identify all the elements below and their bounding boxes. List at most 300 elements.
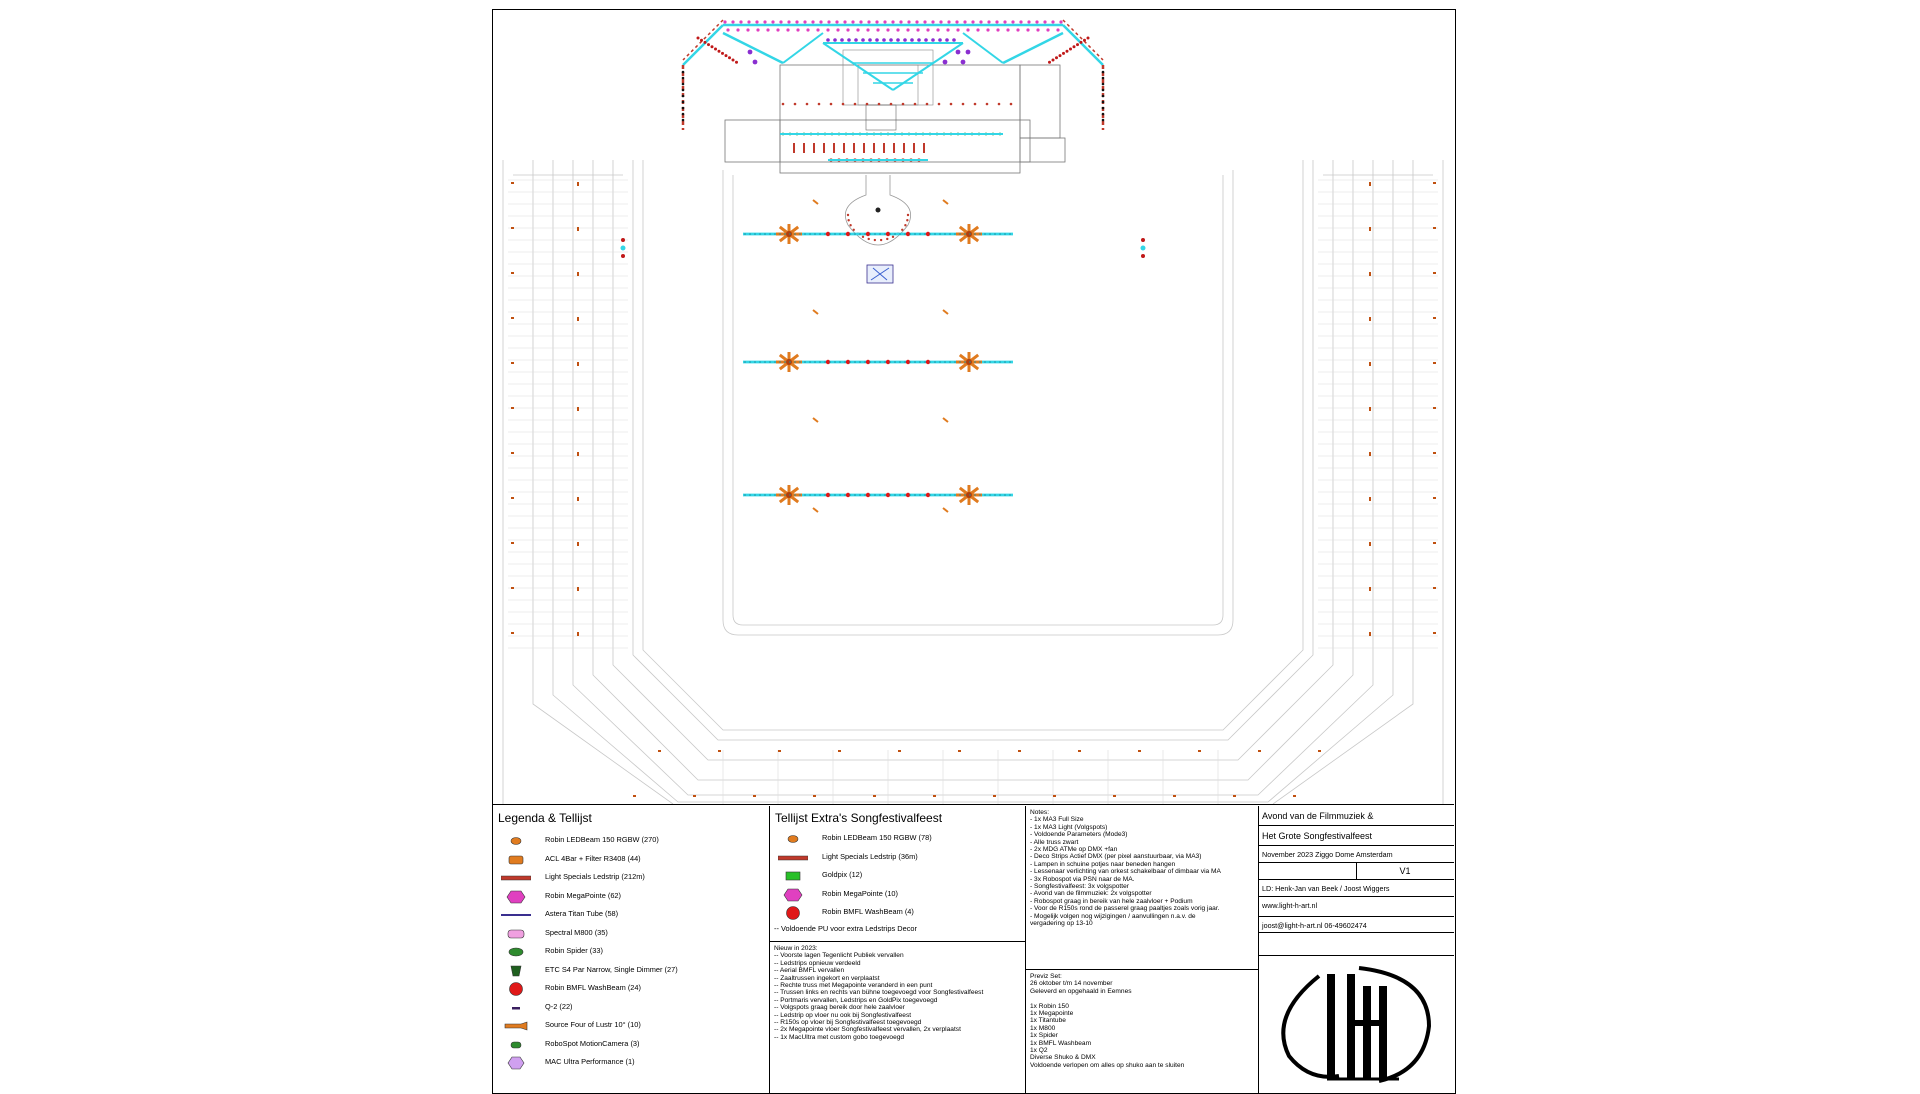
- acl-bar-icon: [501, 853, 531, 867]
- nieuw-line: -- 2x Megapointe vloer Songfestivalfeest vervallen, 2x verplaatst: [774, 1026, 961, 1034]
- titan-marker: [989, 361, 991, 363]
- titan-marker: [794, 494, 796, 496]
- q2-icon: [501, 1001, 531, 1015]
- par-marker: [1369, 182, 1371, 186]
- par-marker: [693, 795, 696, 797]
- ledbeam-accent: [813, 200, 818, 204]
- date-venue: November 2023 Ziggo Dome Amsterdam: [1259, 846, 1454, 863]
- titan-marker: [859, 233, 861, 235]
- megapointe-marker: [859, 20, 862, 23]
- spider-marker: [833, 38, 837, 42]
- titan-marker: [884, 233, 886, 235]
- par-marker: [1433, 227, 1436, 229]
- spider-marker: [826, 38, 830, 42]
- titan-marker: [864, 361, 866, 363]
- megapointe-marker: [1035, 20, 1038, 23]
- contact-text: joost@light-h-art.nl 06-49602474: [1259, 916, 1454, 933]
- megapointe-marker: [907, 20, 910, 23]
- megapointe-marker: [915, 20, 918, 23]
- ledstrip-marker: [682, 113, 685, 116]
- par-marker: [878, 103, 881, 106]
- megapointe-marker: [916, 28, 919, 31]
- titan-marker: [834, 233, 836, 235]
- ledbeam-marker: [823, 143, 825, 153]
- megapointe-marker: [843, 20, 846, 23]
- notes-line: - 2x MDG ATMe op DMX +fan: [1030, 846, 1118, 854]
- megapointe-marker: [995, 20, 998, 23]
- lh-logo: [1259, 956, 1454, 1093]
- previz-line: Geleverd en opgehaald in Eemnes: [1030, 987, 1132, 995]
- legend-label: MAC Ultra Performance (1): [545, 1057, 635, 1066]
- megapointe-marker: [746, 28, 749, 31]
- titan-marker: [924, 494, 926, 496]
- ledbeam-marker: [1059, 54, 1062, 57]
- titan-marker: [934, 233, 936, 235]
- previz-line: 1x BMFL Washbeam: [1030, 1039, 1092, 1047]
- par-marker: [933, 795, 936, 797]
- notes-line: - Voor de R150s rond de passerel graag paaltjes zoals vorig jaar.: [1030, 905, 1220, 913]
- titan-marker: [1009, 494, 1011, 496]
- ledbeam-marker: [1083, 39, 1086, 42]
- legend-label: Q-2 (22): [545, 1001, 573, 1011]
- stage-truss-top: [683, 20, 1103, 130]
- titan-marker: [939, 361, 941, 363]
- mac-ultra-icon: [501, 1056, 531, 1070]
- legend-item: [493, 999, 769, 1017]
- par-marker: [511, 317, 514, 319]
- megapointe-marker: [943, 60, 948, 65]
- par-marker: [1173, 795, 1176, 797]
- megapointe-marker: [1016, 28, 1019, 31]
- par-marker: [511, 542, 514, 544]
- titan-marker: [899, 361, 901, 363]
- par-marker: [511, 407, 514, 409]
- par-marker: [1369, 587, 1371, 591]
- megapointe-marker: [731, 20, 734, 23]
- notes-line: - 1x MA3 Light (Volgspots): [1030, 823, 1108, 831]
- par-marker: [1369, 362, 1371, 366]
- par-marker: [1369, 407, 1371, 411]
- megapointe-marker: [795, 20, 798, 23]
- titan-marker: [764, 361, 766, 363]
- extras-label: Goldpix (12): [822, 870, 863, 879]
- ledbeam-marker: [886, 238, 888, 240]
- titan-marker: [754, 361, 756, 363]
- titan-marker: [864, 233, 866, 235]
- ledstrip-marker: [682, 107, 685, 110]
- par-marker: [577, 407, 579, 411]
- legend-item: [493, 943, 769, 961]
- ledbeam-accent: [813, 418, 818, 422]
- titan-marker: [889, 233, 891, 235]
- version-row: [1259, 863, 1454, 880]
- megapointe-marker: [776, 28, 779, 31]
- par-marker: [813, 795, 816, 797]
- par-marker: [1369, 497, 1371, 501]
- titan-marker: [954, 233, 956, 235]
- previz-line: 26 oktober t/m 14 november: [1030, 980, 1113, 988]
- ledbeam-marker: [847, 219, 849, 221]
- titan-marker: [889, 494, 891, 496]
- titan-marker: [919, 361, 921, 363]
- extras-label: Robin LEDBeam 150 RGBW (78): [822, 833, 932, 842]
- titan-marker: [764, 233, 766, 235]
- megapointe-marker: [786, 231, 792, 237]
- titan-marker: [914, 361, 916, 363]
- titan-marker: [964, 494, 966, 496]
- legend-item: [493, 1054, 769, 1072]
- previz-line: 1x Q2: [1030, 1047, 1048, 1055]
- titan-marker: [944, 233, 946, 235]
- spider-marker: [840, 38, 844, 42]
- ledbeam-marker: [853, 229, 855, 231]
- megapointe-marker: [1011, 20, 1014, 23]
- titan-marker: [1009, 361, 1011, 363]
- version-label: V1: [1399, 866, 1411, 876]
- ledbeam-icon: [778, 832, 808, 846]
- megapointe-marker: [976, 28, 979, 31]
- titan-marker: [779, 233, 781, 235]
- notes-line: - Voldoende Parameters (Mode3): [1030, 831, 1128, 839]
- ledbeam-accent: [943, 200, 948, 204]
- titan-marker: [819, 494, 821, 496]
- extras-item: [770, 849, 1025, 867]
- titan-marker: [794, 233, 796, 235]
- titan-marker: [1004, 233, 1006, 235]
- ledstrip-marker: [1102, 77, 1105, 80]
- spider-marker: [889, 38, 893, 42]
- titan-marker: [824, 233, 826, 235]
- lighting-plot-sheet: [492, 9, 1456, 1094]
- titan-marker: [804, 494, 806, 496]
- titan-marker: [819, 361, 821, 363]
- par-marker: [926, 103, 929, 106]
- titan-marker: [774, 361, 776, 363]
- megapointe-marker: [987, 20, 990, 23]
- etc-par-icon: [501, 964, 531, 978]
- ledbeam-marker: [1066, 50, 1069, 53]
- par-marker: [1369, 272, 1371, 276]
- titan-marker: [834, 361, 836, 363]
- spider-marker: [847, 38, 851, 42]
- megapointe-icon: [501, 890, 531, 904]
- megapointe-marker: [966, 231, 972, 237]
- titan-marker: [754, 233, 756, 235]
- extras-label: Robin MegaPointe (10): [822, 888, 899, 898]
- ledbeam-marker: [904, 224, 906, 226]
- ledstrip-marker: [1102, 119, 1105, 122]
- ledbeam-accent: [943, 310, 948, 314]
- titan-marker: [799, 233, 801, 235]
- lighting-designer: LD: Henk-Jan van Beek / Joost Wiggers: [1259, 880, 1454, 897]
- par-marker: [577, 497, 579, 501]
- megapointe-marker: [753, 60, 758, 65]
- ledstrip-marker: [1102, 101, 1105, 104]
- titan-marker: [989, 233, 991, 235]
- catwalk-fixtures: [847, 208, 909, 242]
- ledbeam-marker: [704, 41, 707, 44]
- titan-marker: [909, 233, 911, 235]
- titan-marker: [824, 494, 826, 496]
- par-marker: [1078, 750, 1081, 752]
- megapointe-marker: [739, 20, 742, 23]
- ledbeam-marker: [883, 143, 885, 153]
- megapointe-marker: [891, 20, 894, 23]
- spider-marker: [903, 38, 907, 42]
- par-marker: [577, 632, 579, 636]
- megapointe-marker: [771, 20, 774, 23]
- titan-marker: [899, 494, 901, 496]
- legend-label: Robin LEDBeam 150 RGBW (270): [545, 835, 659, 844]
- titan-marker: [969, 233, 971, 235]
- washbeam-marker: [1141, 238, 1145, 242]
- par-marker: [950, 103, 953, 106]
- titan-marker: [764, 494, 766, 496]
- spider-marker: [861, 38, 865, 42]
- ledstrip-marker: [1102, 89, 1105, 92]
- titan-marker: [894, 233, 896, 235]
- ledbeam-marker: [1055, 56, 1058, 59]
- website-text: www.light-h-art.nl: [1262, 901, 1318, 910]
- titan-marker: [944, 494, 946, 496]
- spider-marker: [938, 38, 942, 42]
- par-marker: [1369, 632, 1371, 636]
- par-marker: [1233, 795, 1236, 797]
- par-marker: [1369, 452, 1371, 456]
- titan-marker: [854, 494, 856, 496]
- titan-marker: [834, 494, 836, 496]
- titan-marker: [839, 233, 841, 235]
- titan-marker: [919, 494, 921, 496]
- titan-marker: [849, 233, 851, 235]
- megapointe-marker: [763, 20, 766, 23]
- titan-marker: [869, 233, 871, 235]
- titan-marker: [1009, 233, 1011, 235]
- megapointe-marker: [876, 28, 879, 31]
- previz-line: 1x M800: [1030, 1024, 1056, 1032]
- titan-marker: [779, 361, 781, 363]
- titan-marker: [769, 233, 771, 235]
- megapointe-marker: [926, 28, 929, 31]
- megapointe-marker: [979, 20, 982, 23]
- megapointe-marker: [755, 20, 758, 23]
- robospot-icon: [501, 1038, 531, 1052]
- megapointe-marker: [786, 492, 792, 498]
- ledbeam-marker: [868, 238, 870, 240]
- ledbeam-marker: [1052, 59, 1055, 62]
- stage: [725, 50, 1065, 173]
- par-marker: [962, 103, 965, 106]
- megapointe-marker: [996, 28, 999, 31]
- titan-marker: [784, 494, 786, 496]
- ledstrip-marker: [682, 95, 685, 98]
- megapointe-marker: [906, 28, 909, 31]
- megapointe-marker: [827, 20, 830, 23]
- nieuw-line: -- Ledstrip op vloer nu ook bij Songfestivalfeest: [774, 1011, 912, 1019]
- titan-marker: [999, 233, 1001, 235]
- titan-marker: [849, 494, 851, 496]
- titan-marker: [904, 361, 906, 363]
- titan-marker: [839, 494, 841, 496]
- titan-marker: [959, 361, 961, 363]
- titan-marker: [789, 233, 791, 235]
- titan-marker: [974, 361, 976, 363]
- legend-label: ETC S4 Par Narrow, Single Dimmer (27): [545, 964, 678, 974]
- ledbeam-marker: [1076, 43, 1079, 46]
- titan-marker: [844, 361, 846, 363]
- ledbeam-marker: [913, 143, 915, 153]
- ledbeam-marker: [892, 236, 894, 238]
- megapointe-marker: [816, 28, 819, 31]
- previz-section: [1026, 969, 1258, 1093]
- legend-item: [493, 1036, 769, 1054]
- titan-marker: [959, 233, 961, 235]
- ledstrip-marker: [682, 83, 685, 86]
- nieuw-line: -- Voorste lagen Tegenlicht Publiek vervallen: [774, 952, 904, 960]
- megapointe-marker: [866, 28, 869, 31]
- megapointe-marker: [851, 20, 854, 23]
- megapointe-marker: [931, 20, 934, 23]
- spider-icon: [501, 945, 531, 959]
- par-marker: [1010, 103, 1013, 106]
- par-marker: [1433, 317, 1436, 319]
- titan-marker: [994, 494, 996, 496]
- titan-marker: [759, 233, 761, 235]
- megapointe-marker: [1006, 28, 1009, 31]
- titan-marker: [804, 361, 806, 363]
- megapointe-marker: [875, 20, 878, 23]
- goldpix-icon: [778, 869, 808, 883]
- nieuw-line: -- Rechte truss met Megapointe veranderd in een punt: [774, 982, 933, 990]
- megapointe-marker: [963, 20, 966, 23]
- titan-marker: [784, 361, 786, 363]
- megapointe-marker: [1026, 28, 1029, 31]
- titan-marker: [954, 361, 956, 363]
- extras-label: Robin BMFL WashBeam (4): [822, 907, 914, 916]
- par-marker: [866, 103, 869, 106]
- par-marker: [511, 587, 514, 589]
- par-marker: [511, 362, 514, 364]
- legend-label: Robin MegaPointe (62): [545, 890, 622, 900]
- spectral-icon: [501, 927, 531, 941]
- legend-label: Light Specials Ledstrip (212m): [545, 872, 645, 881]
- titan-marker: [889, 361, 891, 363]
- par-marker: [511, 272, 514, 274]
- par-marker: [1198, 750, 1201, 752]
- megapointe-marker: [923, 20, 926, 23]
- ledstrip-marker: [682, 71, 685, 74]
- titan-marker: [759, 494, 761, 496]
- par-marker: [806, 103, 809, 106]
- megapointe-marker: [936, 28, 939, 31]
- logo-graphic: [1259, 956, 1454, 1093]
- stage-fixtures: [682, 20, 1105, 161]
- spider-marker: [924, 38, 928, 42]
- spider-marker: [945, 38, 949, 42]
- titan-marker: [949, 361, 951, 363]
- titan-marker: [924, 361, 926, 363]
- legend-label: ACL 4Bar + Filter R3408 (44): [545, 853, 641, 863]
- megapointe-marker: [835, 20, 838, 23]
- nieuw-line: -- Zaaltrussen ingekort en verplaatst: [774, 974, 880, 982]
- megapointe-marker: [786, 359, 792, 365]
- megapointe-marker: [947, 20, 950, 23]
- notes-line: - Lessenaar verlichting van orkest schakelbaar of dimbaar via MA: [1030, 868, 1221, 876]
- titan-marker: [909, 361, 911, 363]
- megapointe-marker: [756, 28, 759, 31]
- ledbeam-marker: [728, 56, 731, 59]
- notes-line: - Alle truss zwart: [1030, 838, 1079, 846]
- par-marker: [633, 795, 636, 797]
- megapointe-marker: [786, 28, 789, 31]
- titan-marker: [974, 494, 976, 496]
- titan-marker: [994, 233, 996, 235]
- titan-marker: [849, 361, 851, 363]
- ledstrip-marker: [1102, 113, 1105, 116]
- previz-line: 1x Megapointe: [1030, 1010, 1074, 1018]
- titan-marker: [934, 494, 936, 496]
- title-line-2: Het Grote Songfestivalfeest: [1259, 826, 1454, 846]
- par-marker: [718, 750, 721, 752]
- ledstrip-marker: [1102, 71, 1105, 74]
- par-marker: [778, 750, 781, 752]
- par-marker: [958, 750, 961, 752]
- titan-marker: [969, 494, 971, 496]
- par-marker: [1369, 317, 1371, 321]
- legend-label: Robin Spider (33): [545, 946, 603, 955]
- par-marker: [753, 795, 756, 797]
- par-marker: [511, 497, 514, 499]
- previz-line: 1x Spider: [1030, 1032, 1058, 1040]
- titan-marker: [839, 361, 841, 363]
- par-marker: [1369, 542, 1371, 546]
- legend-item: [493, 888, 769, 906]
- titan-marker: [954, 494, 956, 496]
- washbeam-marker: [621, 254, 625, 258]
- megapointe-marker: [819, 20, 822, 23]
- previz-line: 1x Titantube: [1030, 1017, 1066, 1025]
- megapointe-marker: [796, 28, 799, 31]
- ledbeam-marker: [1069, 48, 1072, 51]
- par-marker: [986, 103, 989, 106]
- robospot-marker: [876, 208, 881, 213]
- ledbeam-marker: [903, 143, 905, 153]
- ledbeam-marker: [901, 229, 903, 231]
- nieuw-section: [770, 941, 1025, 1093]
- par-marker: [577, 542, 579, 546]
- par-marker: [890, 103, 893, 106]
- nieuw-title: Nieuw in 2023:: [774, 945, 818, 952]
- notes-line: vergadering op 13-10: [1030, 920, 1093, 928]
- title-line-1: Avond van de Filmmuziek &: [1259, 806, 1454, 826]
- previz-line: Voldoende verlopen om alles op shuko aan te sluiten: [1030, 1061, 1185, 1069]
- washbeam-marker: [1141, 254, 1145, 258]
- legend-item: [493, 1017, 769, 1035]
- megapointe-marker: [747, 20, 750, 23]
- hall-fixtures: [744, 200, 1011, 512]
- extras-footnote: -- Voldoende PU voor extra Ledstrips Decor: [774, 924, 917, 933]
- ledbeam-marker: [718, 50, 721, 53]
- par-marker: [830, 103, 833, 106]
- megapointe-marker: [836, 28, 839, 31]
- ledbeam-marker: [1087, 37, 1090, 40]
- titan-marker: [879, 233, 881, 235]
- megapointe-marker: [779, 20, 782, 23]
- titan-marker: [774, 233, 776, 235]
- legend-item: [493, 851, 769, 869]
- extras-item: [770, 886, 1025, 904]
- nieuw-line: -- 1x MacUltra met custom gobo toegevoegd: [774, 1033, 905, 1041]
